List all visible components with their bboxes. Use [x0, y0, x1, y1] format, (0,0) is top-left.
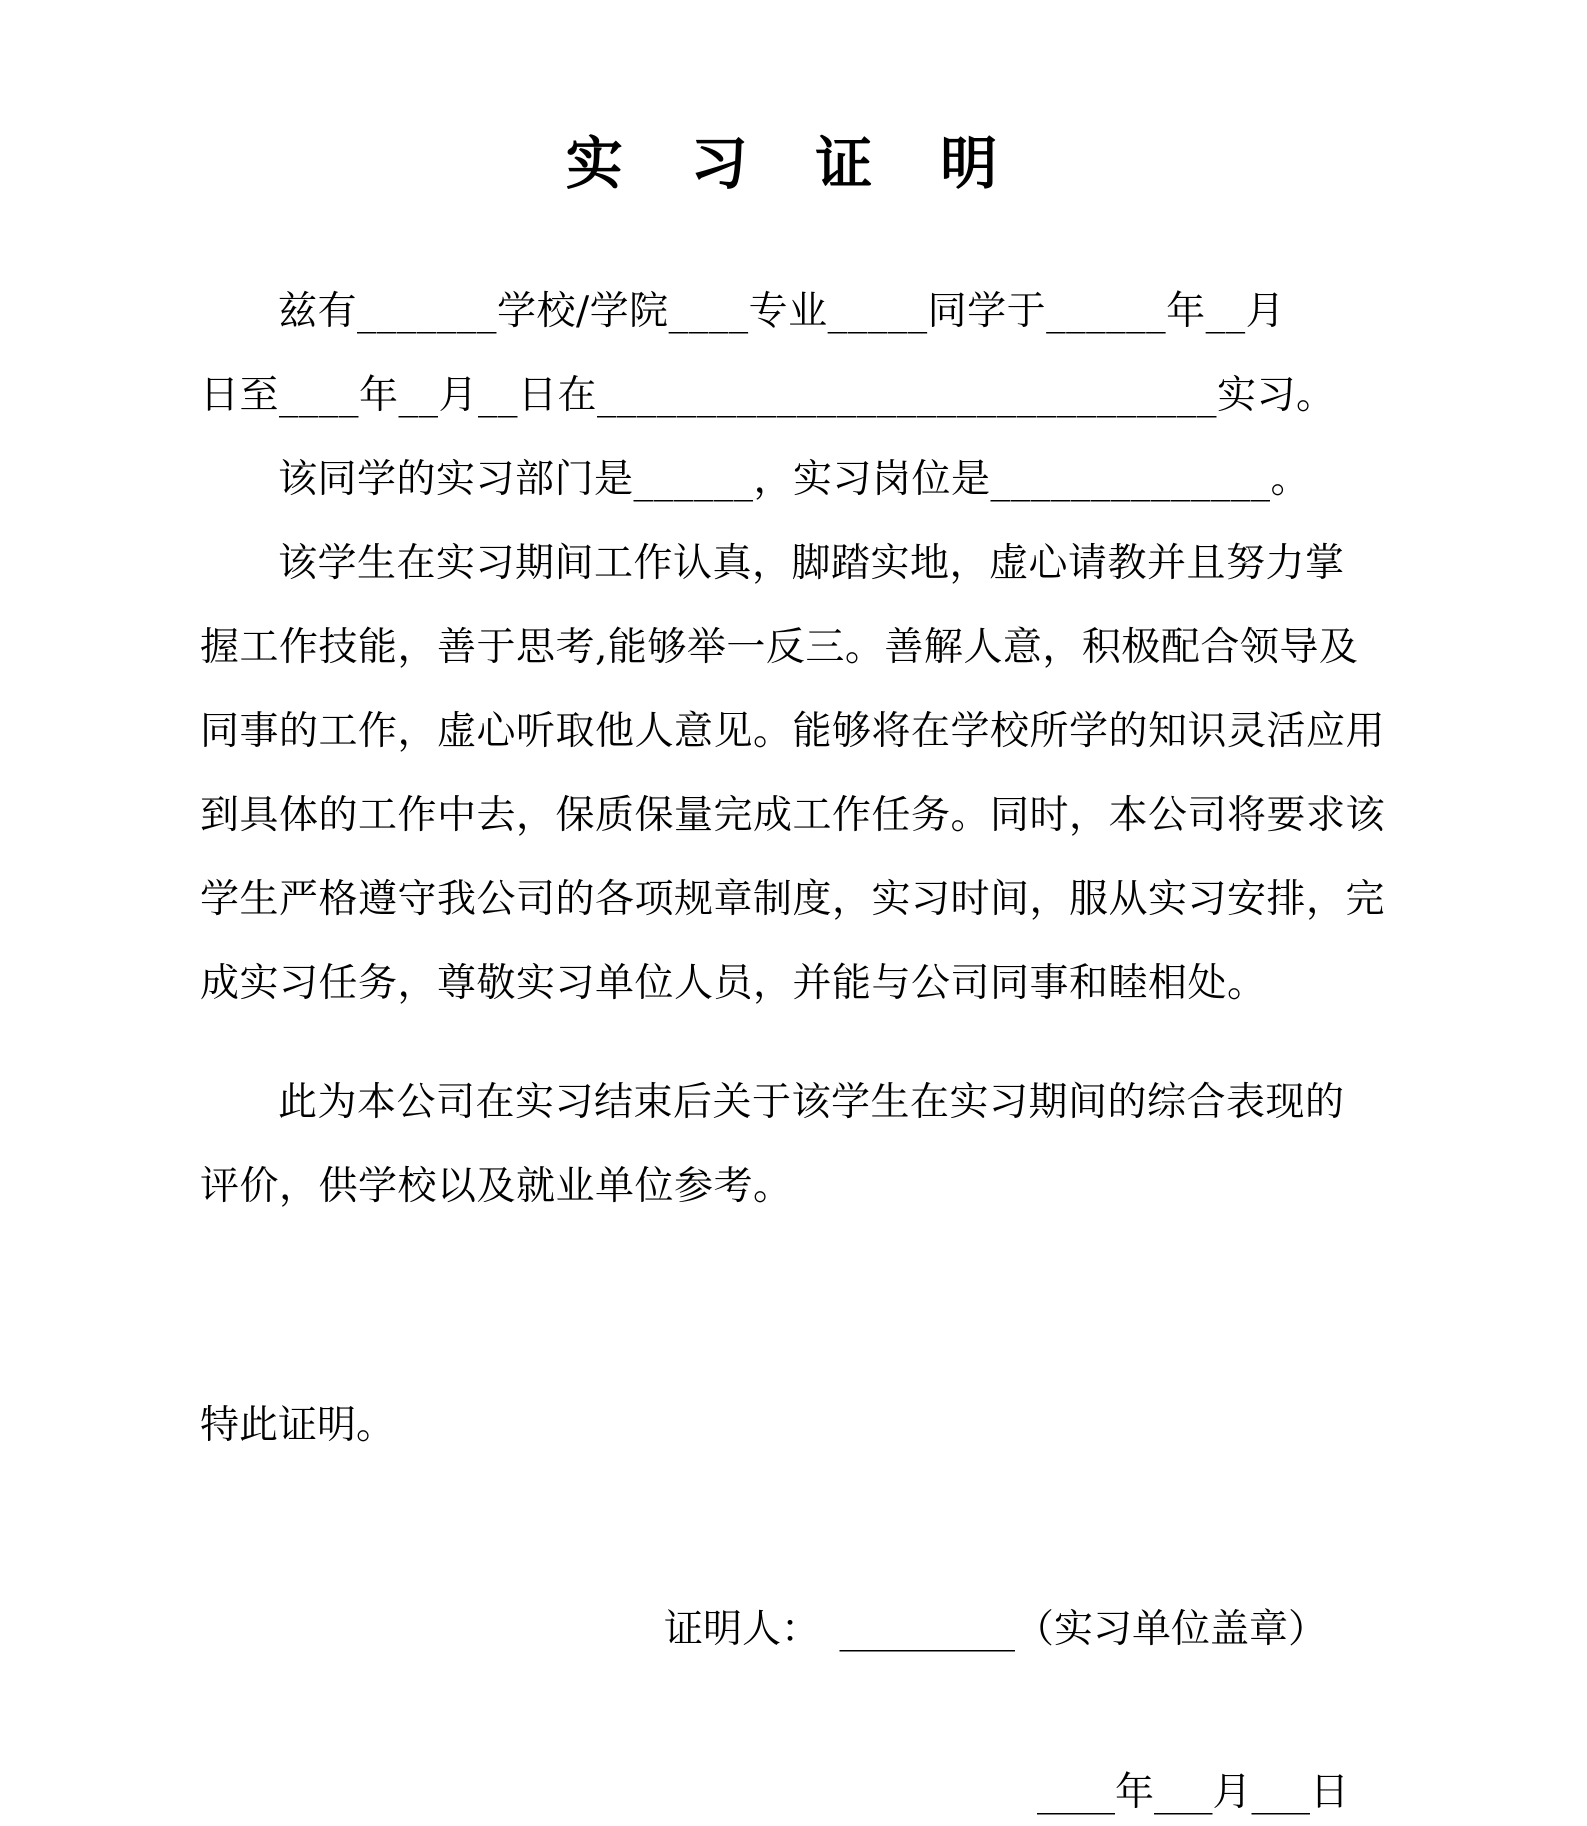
body-line-intro-2: 日至____年__月__日在_______________________________实习。 [200, 373, 1336, 418]
body-line-evaluation-4: 到具体的工作中去，保质保量完成工作任务。同时，本公司将要求该 [200, 793, 1386, 838]
body-line-evaluation-5: 学生严格遵守我公司的各项规章制度，实习时间，服从实习安排，完 [200, 877, 1386, 922]
closing-statement: 特此证明。 [200, 1403, 396, 1448]
body-line-evaluation-3: 同事的工作，虚心听取他人意见。能够将在学校所学的知识灵活应用 [200, 709, 1386, 754]
body-line-remark-1: 此为本公司在实习结束后关于该学生在实习期间的综合表现的 [278, 1080, 1345, 1125]
body-line-evaluation-6: 成实习任务，尊敬实习单位人员，并能与公司同事和睦相处。 [200, 961, 1267, 1006]
document-body-main [200, 270, 1530, 1026]
document-title: 实 习 证 明 [565, 130, 1022, 197]
certifier-signature-line: 证明人： _________（实习单位盖章） [664, 1607, 1328, 1652]
body-line-evaluation-1: 该学生在实习期间工作认真，脚踏实地，虚心请教并且努力掌 [278, 541, 1345, 586]
body-line-remark-2: 评价，供学校以及就业单位参考。 [200, 1164, 793, 1209]
body-line-department: 该同学的实习部门是______，实习岗位是______________。 [278, 457, 1311, 502]
body-line-evaluation-2: 握工作技能，善于思考,能够举一反三。善解人意，积极配合领导及 [200, 625, 1359, 670]
document-body-remark [200, 1061, 1530, 1229]
date-fill-in-line: ____年___月___日 [1037, 1770, 1350, 1815]
body-line-intro-1: 兹有_______学校/学院____专业_____同学于______年__月 [278, 289, 1286, 334]
